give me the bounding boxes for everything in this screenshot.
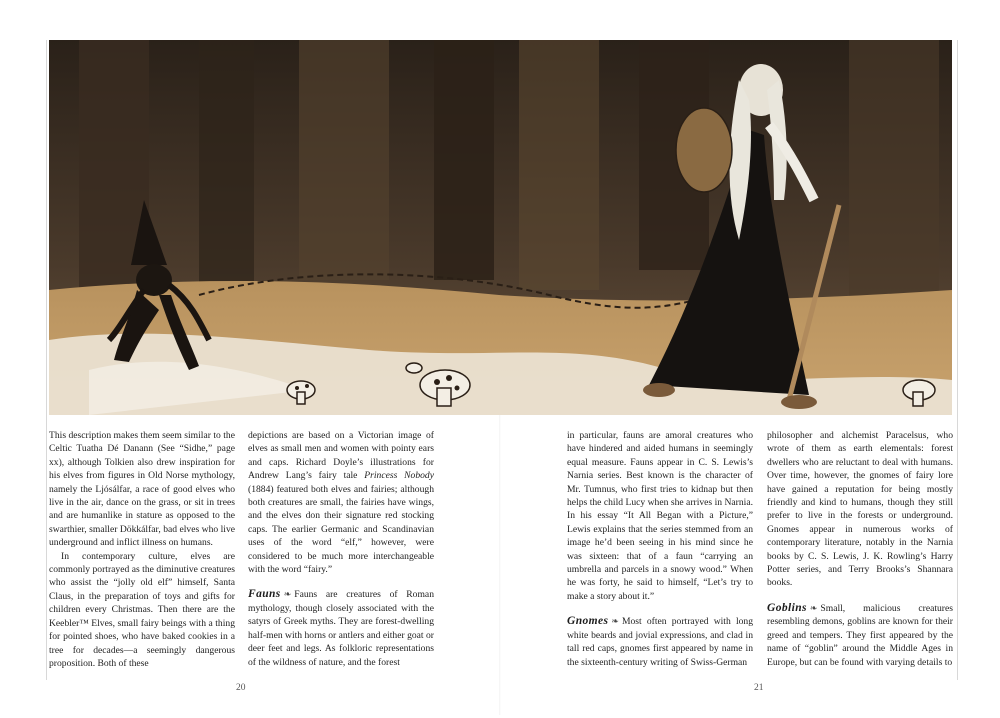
- right-page-edge: [957, 40, 958, 680]
- elves-paragraph-1: This description makes them seem similar to the Celtic Tuatha Dé Danann (See “Sidhe,” page xx), although Tolkien also drew inspiration for his elves from figures in Old Norse mythology, namely the Ljósálfar, a race of good elves who live in the air, dance on the grass, or sit in trees and are humanlike in stature as opposed to the swarthier, smaller Dökkálfar, bad elves who live underground and inflict illness on humans.: [49, 430, 235, 549]
- gnomes-heading: Gnomes: [567, 615, 609, 628]
- book-title-princess-nobody: Princess Nobody: [364, 470, 434, 482]
- left-page-edge: [46, 40, 47, 680]
- fauns-section: [248, 588, 434, 668]
- column-3: [567, 429, 753, 669]
- fleuron-icon: ❧: [611, 616, 619, 627]
- fauns-heading: Fauns: [248, 588, 281, 601]
- page-number-left: 20: [236, 683, 246, 693]
- forest-illustration: [49, 40, 952, 415]
- elves-text-b: (1884) featured both elves and fairies; although both creatures are small, the fairies have wings, and the elves don their signature red stocking caps. The earlier Germanic and Scandinavian uses of the word “elf,” however, were considered to be much more interchangeable with the word “fairy.”: [248, 483, 434, 576]
- elves-text-a: depictions are based on a Victorian image of elves as small men and women with pointy ears and caps. Richard Doyle’s illustrations for Andrew Lang’s fairy tale: [248, 430, 434, 482]
- goblins-section: [767, 602, 953, 669]
- column-1: [49, 429, 235, 670]
- illustration-art: [49, 40, 952, 415]
- fleuron-icon: ❧: [809, 602, 818, 613]
- gnomes-paragraph-2: philosopher and alchemist Paracelsus, who wrote of them as earth elementals: forest dwellers who are reluctant to deal with humans. Over time, however, the gnomes of fairy lore have gained a reputation for being mostly friendly and kind to humans, though they still prefer to live in the forests or underground. Gnomes appear in numerous works of contemporary literature, notably in the Narnia books by C. S. Lewis, J. K. Rowling’s Harry Potter series, and Terry Brooks’s Shannara books.: [767, 430, 953, 589]
- gnomes-paragraph: Most often portrayed with long white beards and jovial expressions, and clad in tall red caps, gnomes first appeared by name in the sixteenth-century writing of Swiss-German: [567, 616, 753, 668]
- column-4: [767, 429, 953, 669]
- fauns-paragraph-2: in particular, fauns are amoral creatures who have hindered and aided humans in seemingly equal measure. Fauns appear in C. S. Lewis’s Narnia series. Best known is the character of Mr. Tumnus, who first tries to kidnap but then helps the child Lucy when she arrives in Narnia. In his essay “It All Began with a Picture,” Lewis explains that the series stemmed from an image he’d been seeing in his mind since he was sixteen: that of a faun “carrying an umbrella and parcels in a snowy wood.” When he was forty, he said to himself, “Let’s try to make a story about it.”: [567, 430, 753, 602]
- elves-paragraph-2: In contemporary culture, elves are commonly portrayed as the diminutive creatures who assist the “jolly old elf” himself, Santa Claus, in the preparation of toys and gifts for children every Christmas. Then there are the Keebler™ Elves, small fairy beings with a thing for pointed shoes, who have baked cookies in a tree for decades—a seemingly dangerous proposition. Both of these: [49, 550, 235, 669]
- fauns-paragraph: Fauns are creatures of Roman mythology, though closely associated with the satyrs of Greek myths. They are forest-dwelling half-men with horns or antlers and either goat or deer feet and legs. As folkloric representations of the wildness of nature, and the forest: [248, 589, 434, 668]
- gutter: [499, 415, 501, 715]
- page-number-right: 21: [754, 683, 764, 693]
- fleuron-icon: ❧: [283, 589, 292, 600]
- goblins-paragraph: Small, malicious creatures resembling demons, goblins are known for their greed and tempers. They first appeared by the name of “goblin” around the Middle Ages in Europe, but can be found with varying details to: [767, 602, 953, 668]
- goblins-heading: Goblins: [767, 601, 807, 614]
- gnomes-section: [567, 615, 753, 669]
- elves-paragraph-3: [248, 429, 434, 576]
- column-2: [248, 429, 434, 669]
